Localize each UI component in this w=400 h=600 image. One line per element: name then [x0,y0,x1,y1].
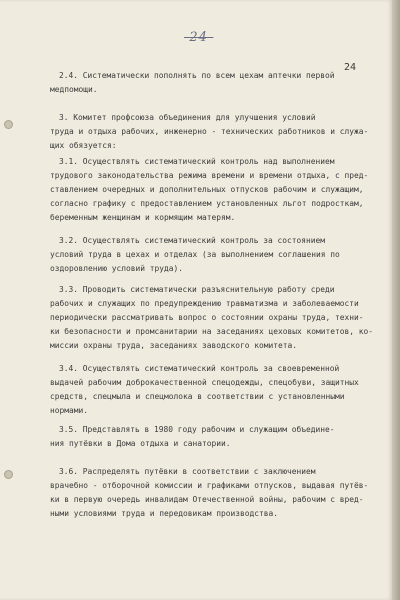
text-line: ными условиями труда и передовикам производства. [50,509,279,518]
text-line: врачебно - отборочной комиссии и графиками отпусков, выдавая путёв- [50,481,369,490]
text-line: ния путёвки в Дома отдыха и санатории. [50,439,231,448]
page-edge [392,0,400,600]
text-line: ки безопасности и промсанитарии на заседаниях цеховых комитетов, ко- [50,327,374,336]
text-line: 3.5. Представлять в 1980 году рабочим и служащим объедине- [59,425,335,434]
text-line: согласно графику с предоставлением установленных льгот подросткам, [50,199,364,208]
text-line: трудового законодательства режима времени и времени отдыха, с пред- [50,171,369,180]
text-line: беременным женщинам и кормящим матерям. [50,213,236,222]
paragraph-3-2 [50,234,380,276]
paragraph-3-1 [50,155,380,225]
text-line: средств, спецмыла и спецмолока в соответствии с установленными [50,392,345,401]
binding-hole [4,120,13,129]
text-line: оздоровлению условий труда). [50,264,184,273]
text-line: 3.1. Осуществлять систематический контроль над выполнением [59,157,335,166]
text-line: 3. Комитет профсоюза объединения для улучшения условий [59,113,316,122]
text-line: 2.4. Систематически пополнять по всем цехам аптечки первой [59,71,335,80]
binding-hole [4,470,13,479]
text-line: щих обязуется: [50,141,117,150]
text-line: медпомощи. [50,85,98,94]
paragraph-3-6 [50,465,380,521]
handwritten-page-number: -24- [184,30,214,45]
paragraph-3-4 [50,362,380,418]
text-line: выдачей рабочим доброкачественной спецодежды, спецобуви, защитных [50,378,359,387]
text-line: условий труда в цехах и отделах (за выполнением соглашения по [50,250,340,259]
text-line: 3.3. Проводить систематически разъяснительную работу среди [59,285,335,294]
typed-page-number: 24 [344,62,357,73]
text-line: периодически рассматривать вопрос о состоянии охраны труда, техни- [50,313,364,322]
text-line: 3.4. Осуществлять систематический контроль за своевременной [59,364,340,373]
text-line: 3.6. Распределять путёвки в соответствии с заключением [59,467,316,476]
text-line: ставлением очередных и дополнительных отпусков рабочим и служащим, [50,185,364,194]
text-line: рабочих и служащих по предупреждению травматизма и заболеваемости [50,299,359,308]
text-line: труда и отдыха рабочих, инженерно - технических работников и служа- [50,127,369,136]
paragraph-2-4 [50,69,380,97]
paragraph-3 [50,111,380,153]
paragraph-3-5 [50,423,380,451]
text-line: миссии охраны труда, заседаниях заводского комитета. [50,341,298,350]
paragraph-3-3 [50,283,380,353]
text-line: 3.2. Осуществлять систематический контроль за состоянием [59,236,326,245]
text-line: ки в первую очередь инвалидам Отечественной войны, рабочим с вред- [50,495,364,504]
text-line: нормами. [50,406,89,415]
